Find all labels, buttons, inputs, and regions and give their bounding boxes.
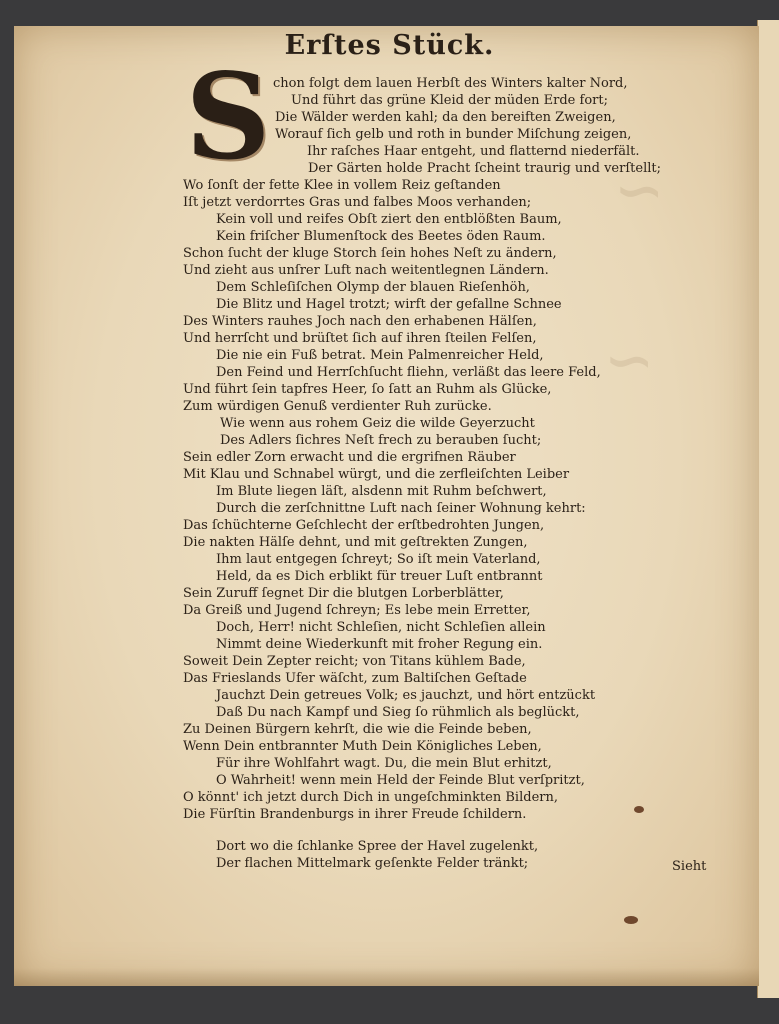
poem-line: Daß Du nach Kampf und Sieg ſo rühmlich als beglückt, [216,705,580,720]
poem-line: chon folgt dem lauen Herbſt des Winters kalter Nord, [273,76,628,91]
bleed-through-mark: ∽ [614,156,665,226]
poem-line: Die Fürſtin Brandenburgs in ihrer Freude ſchildern. [183,807,527,822]
poem-line: Iſt jetzt verdorrtes Gras und falbes Moos verhanden; [183,195,532,210]
poem-line: Doch, Herr! nicht Schleſien, nicht Schleſien allein [216,620,546,635]
poem-line: Dort wo die ſchlanke Spree der Havel zugelenkt, [216,839,539,854]
poem-line: Das ſchüchterne Geſchlecht der erſtbedrohten Jungen, [183,518,545,533]
poem-line: Schon ſucht der kluge Storch ſein hohes Neſt zu ändern, [183,246,557,261]
poem-line: Und herrſcht und brüſtet ſich auf ihren ſteilen Felſen, [183,331,537,346]
poem-line: Und führt das grüne Kleid der müden Erde fort; [291,93,608,108]
poem-line: Für ihre Wohlfahrt wagt. Du, die mein Blut erhitzt, [216,756,552,771]
poem-line: Ihm laut entgegen ſchreyt; So iſt mein Vaterland, [216,552,541,567]
bleed-through-mark: ∽ [604,326,655,396]
poem-line: Kein voll und reifes Obſt ziert den entblößten Baum, [216,212,562,227]
poem-line: Im Blute liegen läſt, alsdenn mit Ruhm beſchwert, [216,484,547,499]
poem-line: Des Winters rauhes Joch nach den erhabenen Hälſen, [183,314,537,329]
poem-line: O könnt' ich jetzt durch Dich in ungeſchminkten Bildern, [183,790,558,805]
poem-line: Die Blitz und Hagel trotzt; wirft der gefallne Schnee [216,297,562,312]
poem-line: Worauf ſich gelb und roth in bunder Miſchung zeigen, [275,127,632,142]
poem-line: Zum würdigen Genuß verdienter Ruh zurücke. [183,399,492,414]
poem-line: Der flachen Mittelmark geſenkte Felder tränkt; [216,856,529,871]
poem-line: Und führt ſein tapfres Heer, ſo ſatt an Ruhm als Glücke, [183,382,552,397]
poem-line: Nimmt deine Wiederkunft mit froher Regung ein. [216,637,543,652]
poem-line: Zu Deinen Bürgern kehrſt, die wie die Feinde beben, [183,722,532,737]
poem-line: Jauchzt Dein getreues Volk; es jauchzt, und hört entzückt [216,688,596,703]
poem-line: Da Greiß und Jugend ſchreyn; Es lebe mein Erretter, [183,603,531,618]
poem-line: O Wahrheit! wenn mein Held der Feinde Blut verſpritzt, [216,773,585,788]
poem-line: Den Feind und Herrſchſucht fliehn, verläßt das leere Feld, [216,365,601,380]
poem-line: Die nie ein Fuß betrat. Mein Palmenreicher Held, [216,348,544,363]
poem-line: Held, da es Dich erblikt für treuer Luſt entbrannt [216,569,543,584]
poem-line: Durch die zerſchnittne Luft nach ſeiner Wohnung kehrt: [216,501,586,516]
poem-line: Sein Zuruff ſegnet Dir die blutgen Lorberblätter, [183,586,504,601]
poem-line: Ihr raſches Haar entgeht, und flatternd niederfält. [307,144,640,159]
poem-line: Wo ſonſt der fette Klee in vollem Reiz geſtanden [183,178,501,193]
poem-line: Soweit Dein Zepter reicht; von Titans kühlem Bade, [183,654,526,669]
poem-line: Kein friſcher Blumenſtock des Beetes öden Raum. [216,229,546,244]
poem-line: Die nakten Hälſe dehnt, und mit geſtrekten Zungen, [183,535,528,550]
poem-line: Wenn Dein entbrannter Muth Dein Königliches Leben, [183,739,542,754]
poem-line: Der Gärten holde Pracht ſcheint traurig und verſtellt; [308,161,661,176]
poem-line: Die Wälder werden kahl; da den bereiften Zweigen, [275,110,616,125]
poem-line: Und zieht aus unſrer Luft nach weitentlegnen Ländern. [183,263,549,278]
poem-line: Wie wenn aus rohem Geiz die wilde Geyerzucht [220,416,535,431]
poem-line: Dem Schleſiſchen Olymp der blauen Rieſenhöh, [216,280,530,295]
poem-line: Des Adlers ſichres Neſt frech zu berauben ſucht; [220,433,542,448]
catchword: Sieht [672,859,707,874]
poem-line: Sein edler Zorn erwacht und die ergrifnen Räuber [183,450,516,465]
poem-line: Mit Klau und Schnabel würgt, und die zerfleiſchten Leiber [183,467,570,482]
poem-line: Das Frieslands Ufer wäſcht, zum Baltiſchen Geſtade [183,671,527,686]
page-title: Erſtes Stück. [284,30,495,61]
decorated-initial: S [185,47,271,186]
